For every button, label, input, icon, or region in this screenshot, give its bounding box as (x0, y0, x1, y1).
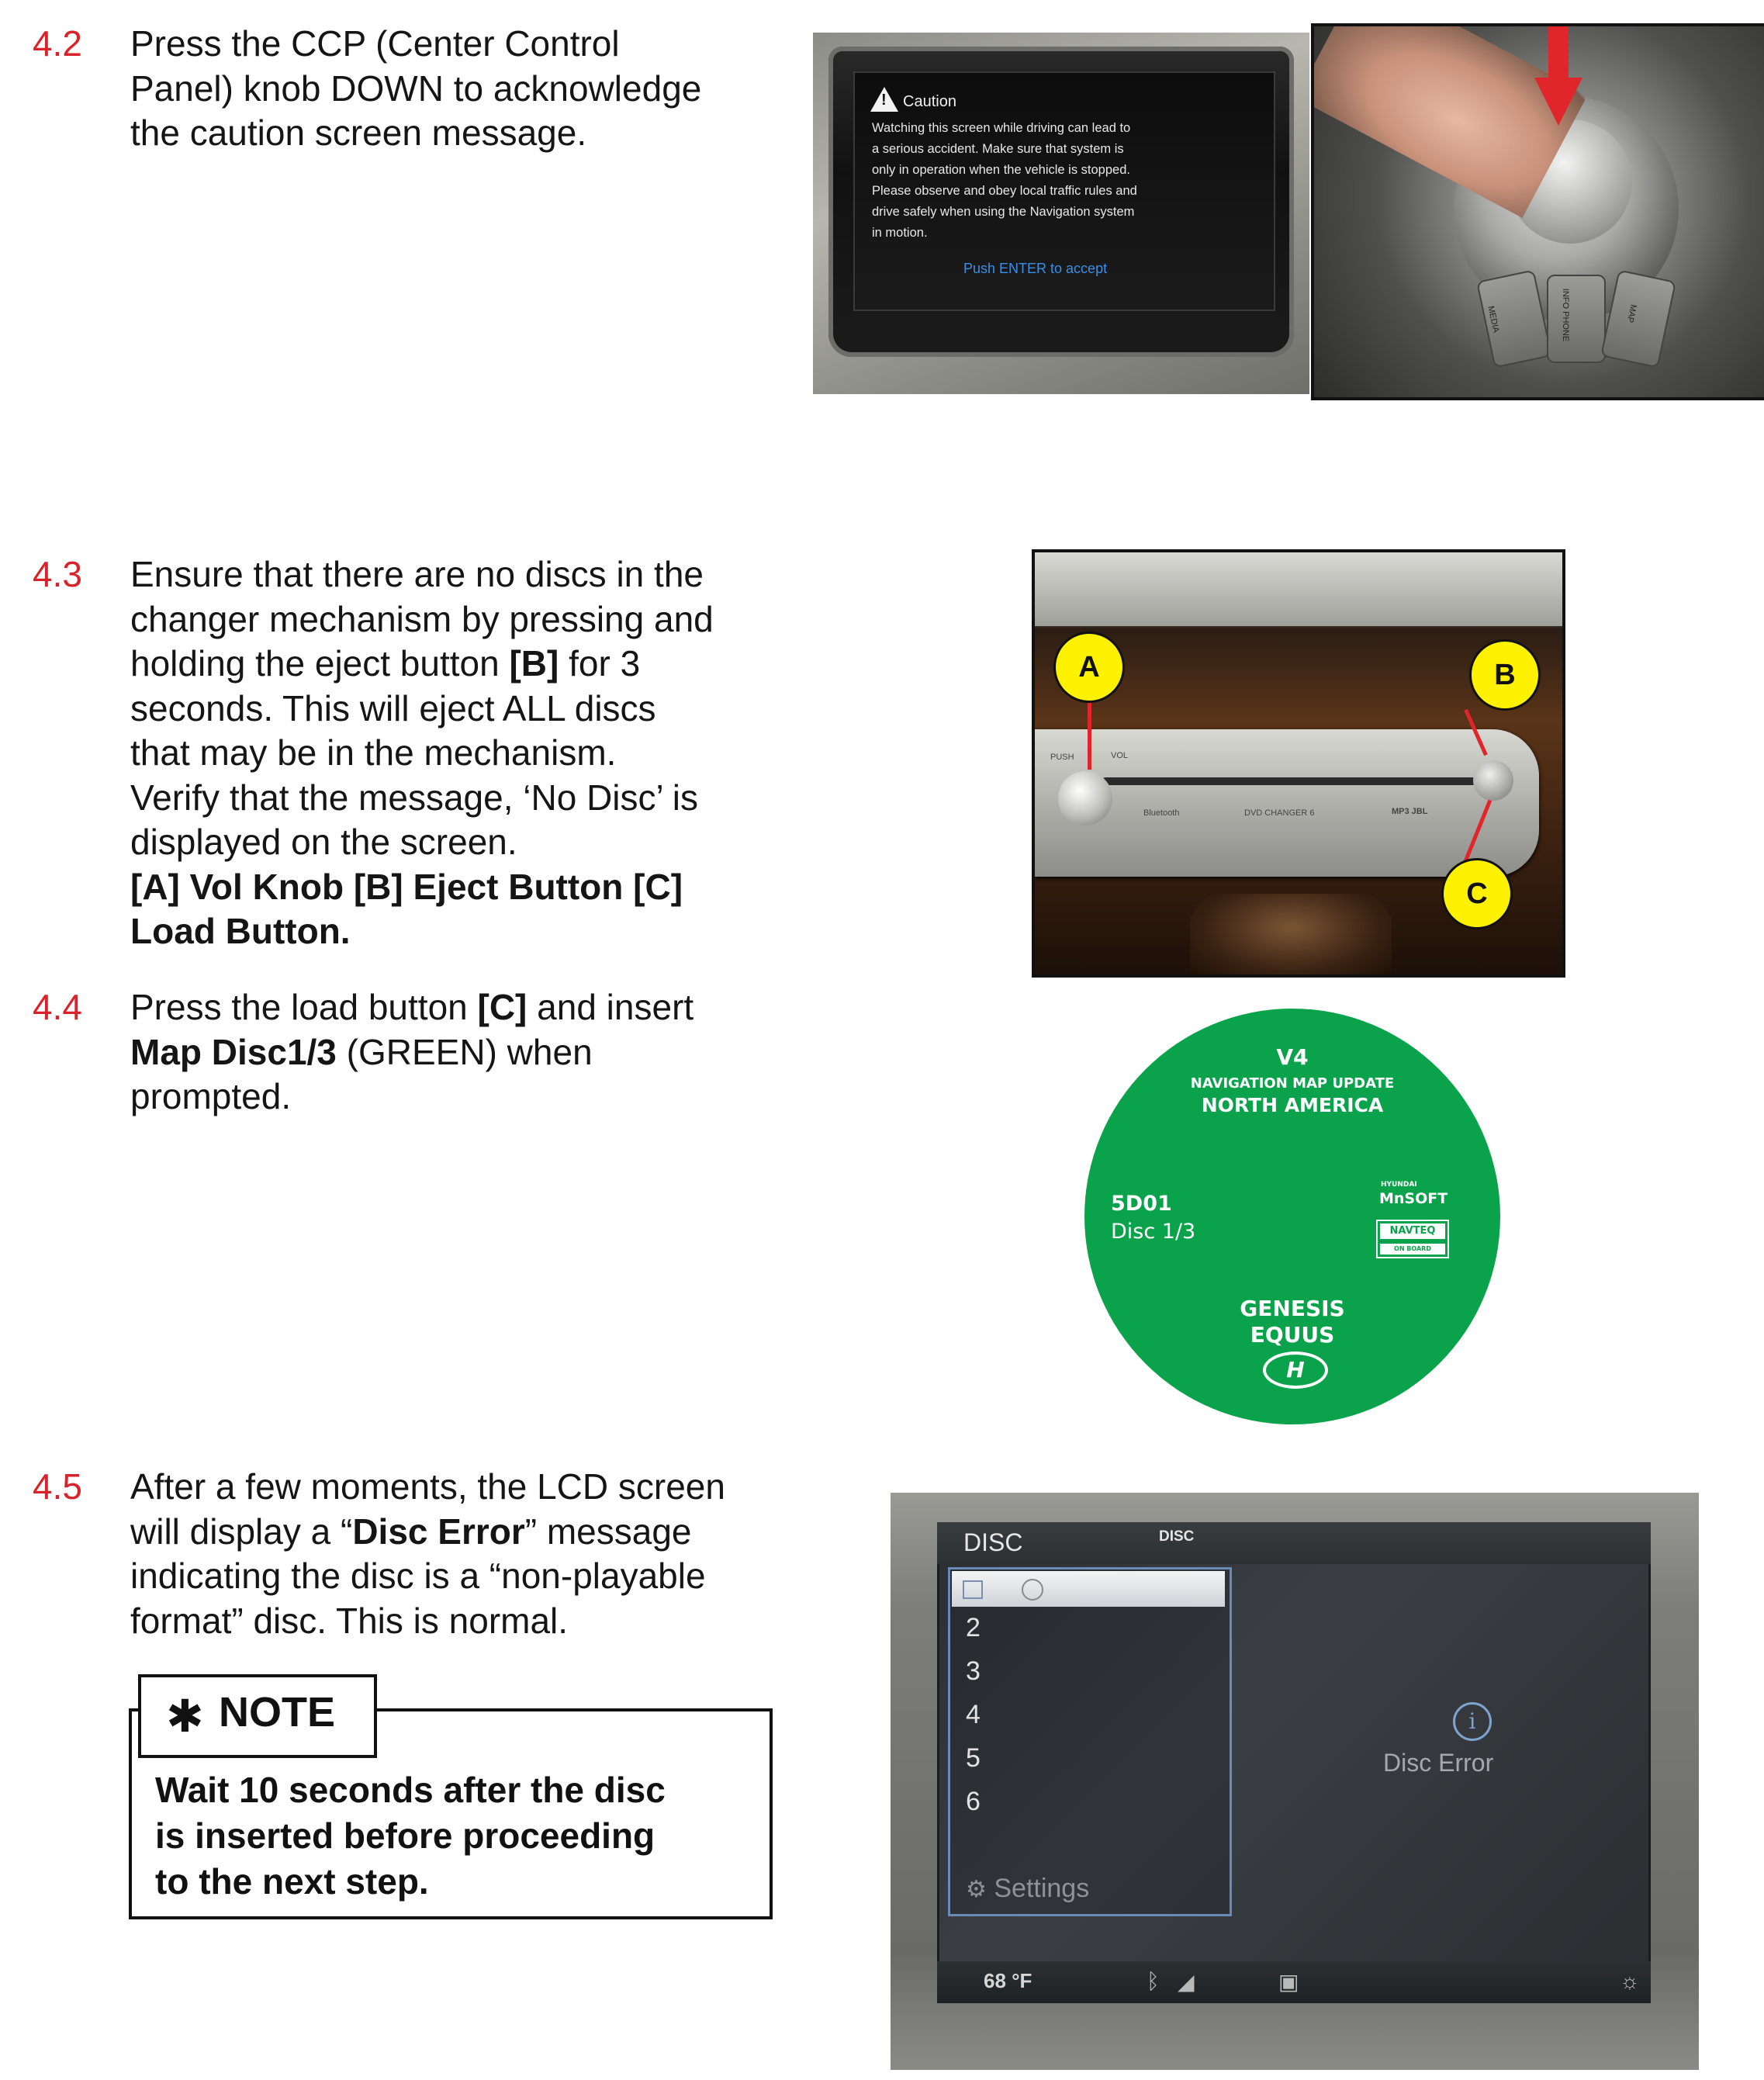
media-button: MEDIA (1476, 269, 1552, 368)
disc-version: V4 (1276, 1044, 1309, 1070)
screen-title: DISC (963, 1528, 1023, 1556)
changer-label: DVD CHANGER 6 (1244, 808, 1315, 818)
info-icon: i (1453, 1702, 1492, 1741)
caution-line: Watching this screen while driving can lead to (872, 121, 1131, 135)
step-4-5-line: will display a “Disc Error” message (130, 1511, 692, 1552)
step-number-4-3: 4.3 (33, 554, 82, 594)
caution-title: Caution (903, 93, 956, 110)
warning-icon: ! (870, 87, 898, 112)
down-arrow-head-icon (1534, 78, 1582, 126)
eject-button (1473, 760, 1513, 801)
disc-slot (1102, 777, 1505, 785)
caution-line: in motion. (872, 226, 928, 240)
note-title: NOTE (219, 1689, 336, 1736)
caution-line: drive safely when using the Navigation system (872, 205, 1135, 219)
brand-label: MP3 JBL (1392, 807, 1428, 816)
step-number-4-4: 4.4 (33, 987, 82, 1027)
disc-subtitle: NAVIGATION MAP UPDATE (1190, 1075, 1395, 1092)
callout-c: C (1441, 858, 1513, 929)
note-line: to the next step. (155, 1861, 429, 1902)
step-4-3-line: holding the eject button [B] for 3 (130, 643, 641, 684)
step-4-4-line: prompted. (130, 1076, 292, 1116)
signal-icon: ◢ (1178, 1970, 1195, 1994)
down-arrow-icon (1548, 26, 1569, 81)
nav-display (937, 1522, 1651, 2003)
step-4-2-line: Press the CCP (Center Control (130, 23, 620, 64)
disc-number: Disc 1/3 (1111, 1220, 1196, 1244)
callout-a: A (1053, 632, 1125, 703)
status-bar (937, 1961, 1651, 2003)
push-label: PUSH (1050, 753, 1074, 762)
step-text-4-4 (130, 985, 797, 1120)
track-list (948, 1567, 1232, 1916)
step-4-5-line: After a few moments, the LCD screen (130, 1466, 725, 1507)
note-line: is inserted before proceeding (155, 1815, 655, 1856)
vol-label: VOL (1111, 751, 1129, 760)
step-text-4-5 (130, 1465, 797, 1643)
list-item: 5 (966, 1743, 981, 1773)
step-4-3-line: seconds. This will eject ALL discs (130, 687, 656, 729)
list-item: 3 (966, 1656, 981, 1686)
step-4-3-line: Verify that the message, ‘No Disc’ is (130, 777, 699, 818)
mnsoft-logo: MnSOFT (1379, 1190, 1448, 1207)
info-phone-button: INFO PHONE (1547, 275, 1606, 363)
caution-line: only in operation when the vehicle is stopped. (872, 163, 1130, 177)
push-enter-prompt: Push ENTER to accept (963, 261, 1108, 276)
gear-shifter (1190, 894, 1392, 978)
track-list-selected (952, 1571, 1225, 1607)
step-4-4-line: Press the load button [C] and insert (130, 987, 694, 1027)
mnsoft-small: HYUNDAI (1381, 1181, 1417, 1189)
caution-screen-photo (813, 33, 1309, 394)
cd-changer-photo (1032, 549, 1565, 978)
play-icon (963, 1580, 983, 1599)
step-4-5-line: indicating the disc is a “non-playable (130, 1556, 706, 1596)
star-icon: ✱ (166, 1691, 204, 1742)
step-number-4-5: 4.5 (33, 1466, 82, 1507)
disc-model-equus: EQUUS (1250, 1322, 1335, 1348)
bluetooth-label: Bluetooth (1143, 808, 1180, 818)
step-number-4-2: 4.2 (33, 23, 82, 64)
step-text-4-2 (130, 22, 797, 156)
step-4-2-line: Panel) knob DOWN to acknowledge (130, 67, 702, 109)
settings-label: Settings (994, 1874, 1090, 1903)
navteq-logo: NAVTEQ ON BOARD (1376, 1220, 1449, 1258)
screen-top-bar (937, 1522, 1651, 1564)
step-4-4-line: Map Disc1/3 (GREEN) when (130, 1031, 593, 1072)
disc-tab: DISC (1159, 1528, 1195, 1545)
lock-icon: ▣ (1278, 1970, 1299, 1994)
step-4-3-line: changer mechanism by pressing and (130, 598, 714, 639)
step-4-3-line: Ensure that there are no discs in the (130, 554, 704, 594)
dash-top-panel (1035, 552, 1562, 626)
list-item: 4 (966, 1700, 981, 1729)
caution-body (872, 118, 1213, 244)
step-text-4-3 (130, 552, 797, 954)
caution-line: a serious accident. Make sure that system is (872, 142, 1124, 156)
disc-region: NORTH AMERICA (1201, 1094, 1384, 1116)
hyundai-logo: H (1263, 1351, 1328, 1389)
bluetooth-icon: ᛒ (1147, 1969, 1160, 1993)
disc-code: 5D01 (1111, 1192, 1172, 1216)
loading-icon (1022, 1579, 1043, 1601)
legend-line: [A] Vol Knob [B] Eject Button [C] (130, 866, 683, 907)
map-disc-1-3 (1084, 1009, 1500, 1424)
map-button: MAP (1600, 269, 1676, 368)
step-4-3-line: that may be in the mechanism. (130, 732, 617, 773)
disc-error-screen-photo (891, 1493, 1699, 2070)
sun-icon: ☼ (1620, 1969, 1640, 1993)
step-4-2-line: the caution screen message. (130, 112, 587, 153)
gear-icon: ⚙ (966, 1877, 987, 1902)
disc-model-genesis: GENESIS (1240, 1296, 1345, 1321)
note-text (155, 1767, 729, 1905)
settings-item (966, 1874, 1089, 1904)
step-4-5-line: format” disc. This is normal. (130, 1600, 569, 1641)
disc-error-message: Disc Error (1383, 1749, 1494, 1777)
temperature: 68 °F (984, 1969, 1032, 1992)
callout-b: B (1469, 639, 1541, 711)
caution-display (853, 71, 1275, 311)
step-4-3-line: displayed on the screen. (130, 822, 517, 862)
legend-line: Load Button. (130, 911, 351, 951)
list-item: 6 (966, 1787, 981, 1816)
ccp-knob-photo (1311, 23, 1764, 400)
list-item: 2 (966, 1613, 981, 1642)
caution-line: Please observe and obey local traffic rules and (872, 184, 1137, 198)
volume-knob (1058, 771, 1112, 825)
note-line: Wait 10 seconds after the disc (155, 1770, 666, 1810)
